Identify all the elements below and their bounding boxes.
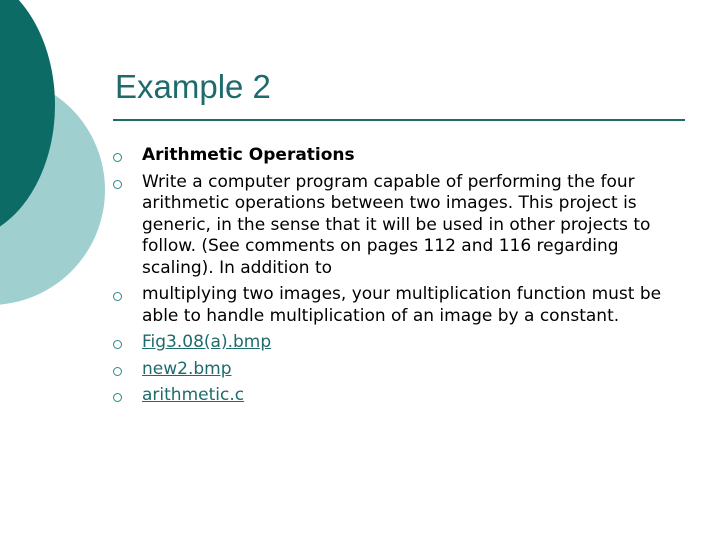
file-link-new2[interactable]: new2.bmp [142, 358, 232, 379]
bullet-list [112, 145, 682, 412]
bullet-item [112, 332, 682, 354]
bullet-item [112, 284, 682, 327]
file-link-fig3-08a[interactable]: Fig3.08(a).bmp [142, 332, 272, 352]
circle-bullet-icon [113, 393, 122, 402]
circle-bullet-icon [113, 153, 122, 162]
circle-bullet-icon [113, 367, 122, 376]
bullet-item [112, 145, 682, 167]
circle-bullet-icon [113, 292, 122, 301]
file-link-arithmetic-c[interactable]: arithmetic.c [142, 385, 245, 405]
bullet-item [112, 359, 682, 381]
title-divider [113, 119, 685, 121]
bullet-item [112, 172, 682, 280]
circle-bullet-icon [113, 180, 122, 189]
bullet-heading: Arithmetic Operations [142, 145, 355, 165]
circle-bullet-icon [113, 340, 122, 349]
slide-title: Example 2 [115, 68, 271, 105]
bullet-item [112, 385, 682, 407]
bullet-text: multiplying two images, your multiplication function must be able to handle multiplication of an image by a constant. [142, 284, 662, 326]
bullet-text: Write a computer program capable of performing the four arithmetic operations between two images. This project is generic, in the sense that it will be used in other projects to follow. (See comments on pages 112 and 116 regarding scaling). In addition to [142, 171, 651, 278]
